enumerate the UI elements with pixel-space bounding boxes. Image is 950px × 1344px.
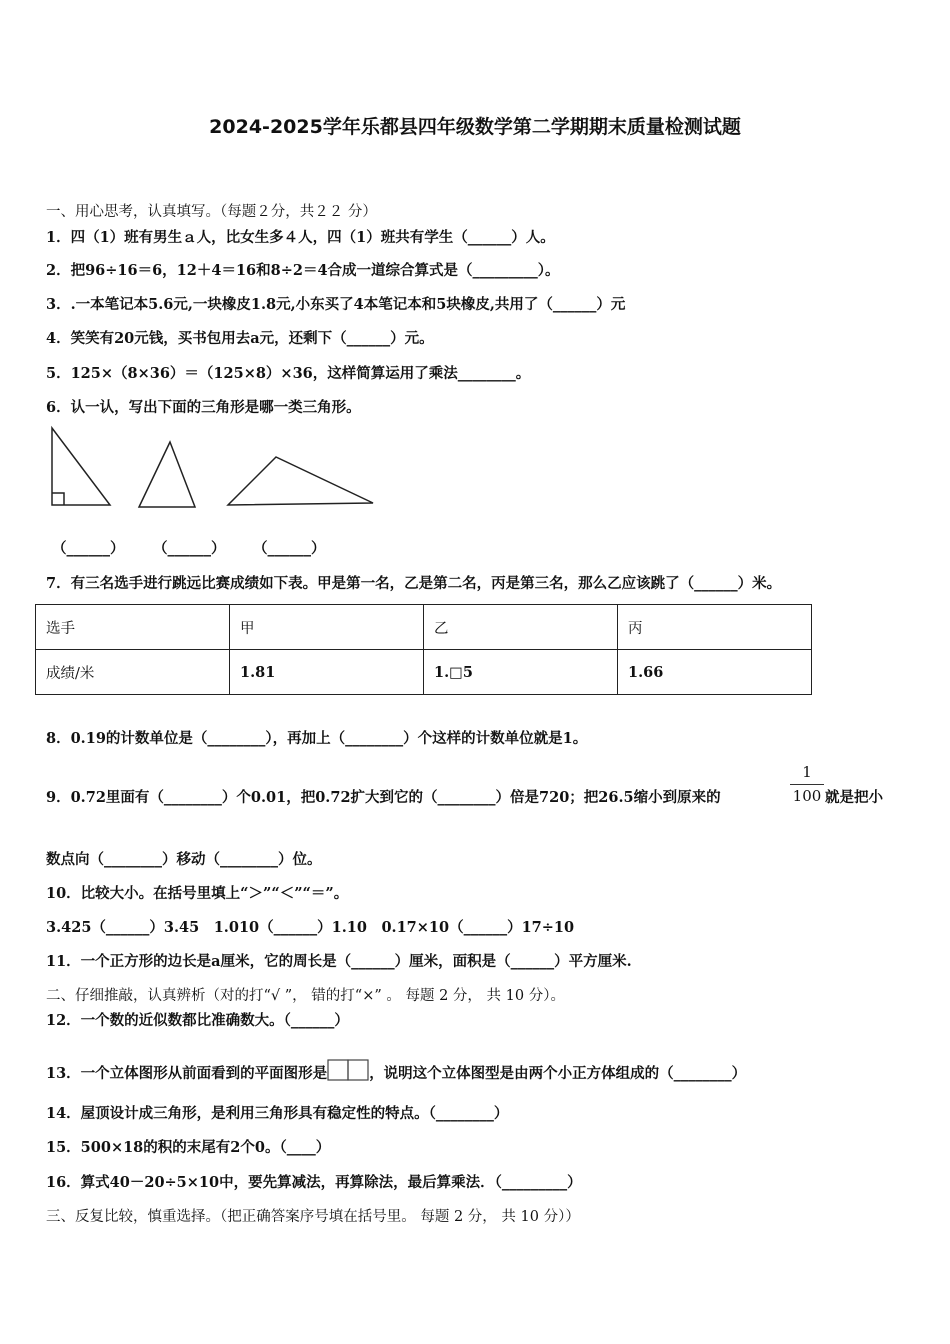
acute-triangle — [139, 442, 195, 507]
question-15: 15．500×18的积的末尾有2个0。（____） — [46, 1139, 331, 1156]
right-angle-mark — [52, 493, 64, 505]
two-squares-icon — [327, 1058, 369, 1088]
fraction-denominator: 100 — [792, 787, 822, 805]
q6-blank-3: （______） — [253, 540, 326, 557]
question-1: 1．四（1）班有男生ａ人，比女生多４人，四（1）班共有学生（______）人。 — [46, 229, 555, 246]
question-9-part-c: 数点向（________）移动（________）位。 — [46, 851, 322, 868]
section-3-heading: 三、反复比较，慎重选择。（把正确答案序号填在括号里。 每题 2 分， 共 10 分）） — [46, 1209, 580, 1225]
table-header-row — [36, 605, 812, 650]
section-2-heading: 二、仔细推敲，认真辨析（对的打“√ ”， 错的打“×” 。 每题 2 分， 共 10 分）。 — [46, 988, 565, 1004]
table-cell: 选手 — [36, 605, 230, 650]
question-3: 3．.一本笔记本5.6元,一块橡皮1.8元,小东买了4本笔记本和5块橡皮,共用了（______）元 — [46, 296, 626, 313]
question-13-part-b: ，说明这个立体图型是由两个小正方体组成的（________） — [369, 1065, 747, 1082]
question-9-part-a: 9．0.72里面有（________）个0.01，把0.72扩大到它的（________）倍是720；把26.5缩小到原来的 — [46, 789, 721, 806]
question-16: 16．算式40－20÷5×10中，要先算减法，再算除法，最后算乘法．（_________） — [46, 1174, 582, 1191]
table-cell: 1.66 — [618, 650, 812, 695]
question-10-items: 3.425（______）3.45 1.010（______）1.10 0.17×10（______）17÷10 — [46, 919, 575, 936]
table-row — [36, 650, 812, 695]
q6-blank-2: （______） — [153, 540, 226, 557]
section-1-heading: 一、用心思考，认真填写。（每题２分，共２２ 分） — [46, 204, 377, 220]
question-11: 11．一个正方形的边长是a厘米，它的周长是（______）厘米，面积是（______）平方厘米. — [46, 953, 632, 970]
table-cell: 乙 — [424, 605, 618, 650]
question-7: 7．有三名选手进行跳远比赛成绩如下表。甲是第一名，乙是第二名，丙是第三名，那么乙应该跳了（______）米。 — [46, 575, 782, 592]
page-title: 2024-2025学年乐都县四年级数学第二学期期末质量检测试题 — [209, 116, 741, 138]
question-9-part-b: 就是把小 — [825, 789, 883, 806]
question-13 — [46, 1058, 746, 1088]
table-cell: 丙 — [618, 605, 812, 650]
fraction-numerator: 1 — [802, 763, 812, 781]
table-cell: 1.□5 — [424, 650, 618, 695]
question-5: 5．125×（8×36）＝（125×8）×36，这样简算运用了乘法________。 — [46, 365, 531, 382]
question-13-part-a: 13．一个立体图形从前面看到的平面图形是 — [46, 1065, 328, 1082]
question-6: 6．认一认，写出下面的三角形是哪一类三角形。 — [46, 399, 361, 416]
table-cell: 1.81 — [230, 650, 424, 695]
question-12: 12．一个数的近似数都比准确数大。（______） — [46, 1012, 349, 1029]
question-8: 8．0.19的计数单位是（________），再加上（________）个这样的计数单位就是1。 — [46, 730, 588, 747]
table-cell: 甲 — [230, 605, 424, 650]
question-2: 2．把96÷16＝6，12＋4＝16和8÷2＝4合成一道综合算式是（_________）。 — [46, 262, 560, 279]
question-14: 14．屋顶设计成三角形，是利用三角形具有稳定性的特点。（________） — [46, 1105, 509, 1122]
question-4: 4．笑笑有20元钱，买书包用去a元，还剩下（______）元。 — [46, 330, 434, 347]
fraction-one-hundredth — [790, 762, 824, 805]
table-cell: 成绩/米 — [36, 650, 230, 695]
obtuse-triangle — [228, 457, 373, 505]
q6-blank-1: （______） — [52, 540, 125, 557]
score-table — [35, 604, 812, 695]
fraction-bar — [790, 784, 824, 785]
question-10: 10．比较大小。在括号里填上“＞”“＜”“＝”。 — [46, 885, 349, 902]
triangle-figures — [40, 420, 390, 519]
